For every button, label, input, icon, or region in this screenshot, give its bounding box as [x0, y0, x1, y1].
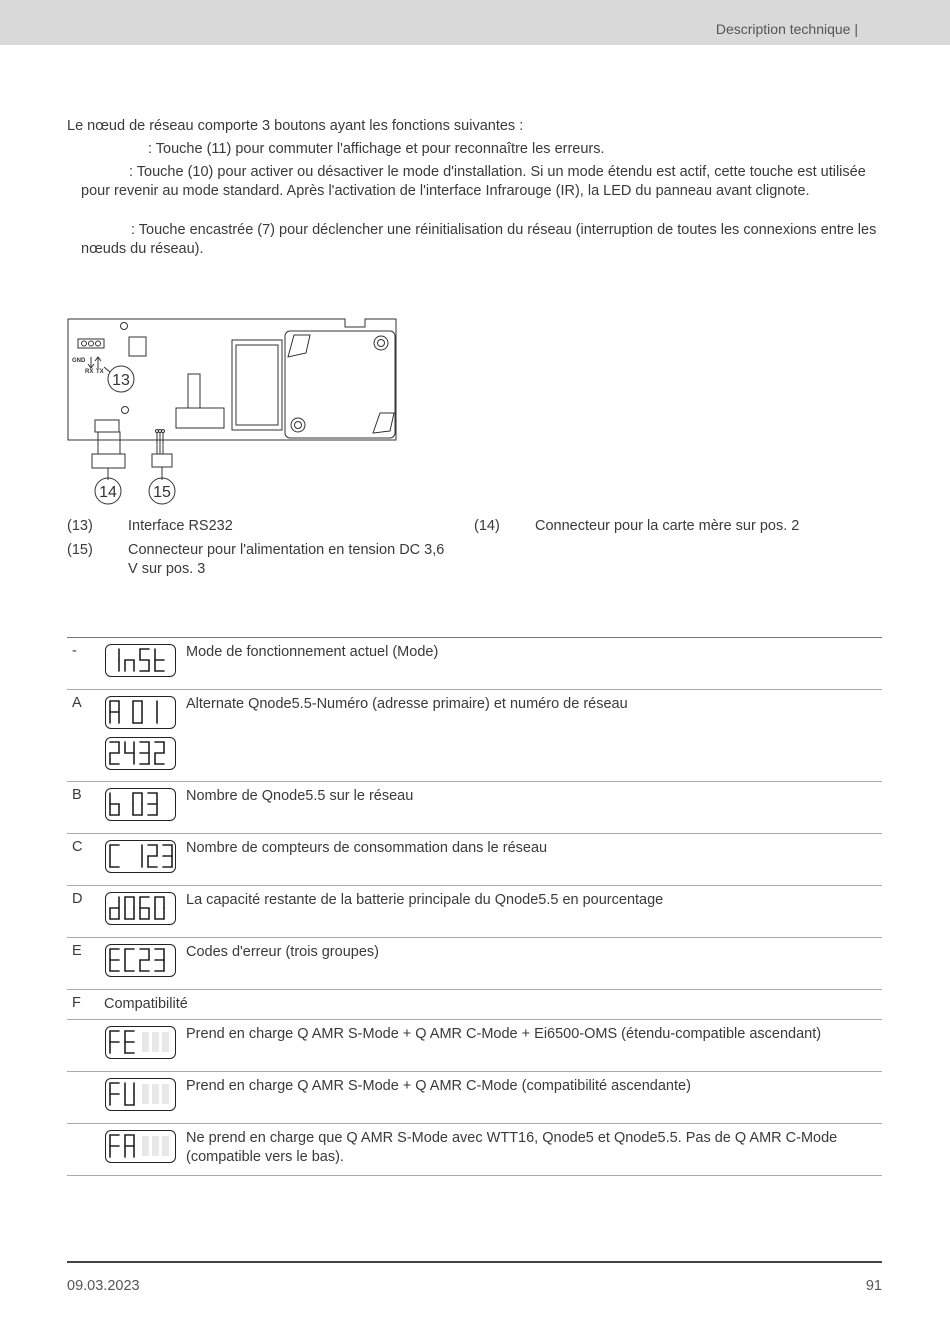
lcd-glyphs — [106, 893, 174, 923]
callout-14: 14 — [99, 484, 117, 501]
lcd-blank-cell — [152, 1136, 159, 1156]
table-row — [67, 1020, 882, 1072]
row-label: B — [72, 787, 82, 803]
row-text: Nombre de compteurs de consommation dans le réseau — [186, 840, 548, 856]
row-text: Compatibilité — [104, 996, 188, 1012]
lcd-glyphs — [106, 789, 174, 819]
lcd-glyphs — [106, 945, 174, 975]
lcd-display-secondary — [105, 737, 176, 770]
row-label: - — [72, 643, 77, 659]
lcd-display — [105, 1026, 176, 1059]
legend-text-13: Interface RS232 — [128, 518, 233, 534]
lcd-blank-cell — [152, 1032, 159, 1052]
footer-divider — [67, 1261, 882, 1263]
gnd-label: GND — [72, 358, 86, 364]
rx-label: RX — [85, 369, 94, 375]
lcd-glyphs — [106, 697, 174, 727]
lcd-display — [105, 892, 176, 925]
page-number: 91 — [865, 1278, 882, 1294]
legend-num-14: (14) — [474, 518, 500, 534]
callout-15: 15 — [153, 484, 171, 501]
lcd-glyphs — [106, 1027, 174, 1057]
lcd-display — [105, 788, 176, 821]
lcd-blank-cell — [152, 1084, 159, 1104]
button-2-desc: : Touche (10) pour activer ou désactiver le mode d'installation. Si un mode étendu est actif, cette touche est utilisée pour revenir au mode standard. Après l'activation de l'interface Infrarouge (IR), la LED du panneau avant clignote. — [81, 164, 866, 199]
row-text: Mode de fonctionnement actuel (Mode) — [186, 644, 439, 660]
table-row — [67, 834, 882, 886]
lcd-blank-cell — [142, 1084, 149, 1104]
display-modes-table — [67, 637, 882, 1176]
table-row — [67, 886, 882, 938]
lcd-glyphs — [106, 738, 174, 768]
row-text: Alternate Qnode5.5-Numéro (adresse primaire) et numéro de réseau — [186, 696, 628, 712]
footer-date: 09.03.2023 — [67, 1278, 140, 1294]
table-row — [67, 690, 882, 782]
table-row — [67, 1072, 882, 1124]
lcd-display — [105, 840, 176, 873]
lcd-glyphs — [106, 841, 174, 871]
legend-num-15: (15) — [67, 542, 93, 558]
section-title: Description technique | — [715, 21, 858, 37]
button-1-desc: : Touche (11) pour commuter l'affichage et pour reconnaître les erreurs. — [148, 141, 605, 157]
table-row — [67, 782, 882, 834]
table-row — [67, 1124, 882, 1176]
lcd-blank-cell — [142, 1136, 149, 1156]
lcd-display — [105, 944, 176, 977]
legend-num-13: (13) — [67, 518, 93, 534]
row-text: Ne prend en charge que Q AMR S-Mode avec WTT16, Qnode5 et Qnode5.5. Pas de Q AMR C-Mode (compatible vers le bas). — [186, 1130, 838, 1165]
row-label: E — [72, 943, 82, 959]
legend-text-15: Connecteur pour l'alimentation en tension DC 3,6 V sur pos. 3 — [128, 542, 445, 577]
legend-text-14: Connecteur pour la carte mère sur pos. 2 — [535, 518, 800, 534]
row-text: Prend en charge Q AMR S-Mode + Q AMR C-Mode (compatibilité ascendante) — [186, 1078, 691, 1094]
row-text: Codes d'erreur (trois groupes) — [186, 944, 379, 960]
intro-lead: Le nœud de réseau comporte 3 boutons ayant les fonctions suivantes : — [67, 118, 524, 134]
lcd-blank-cell — [142, 1032, 149, 1052]
lcd-blank-cell — [162, 1136, 169, 1156]
lcd-glyphs — [106, 1079, 174, 1109]
lcd-glyphs — [106, 1131, 174, 1161]
lcd-glyphs — [106, 645, 174, 675]
tx-label: TX — [96, 369, 104, 375]
lcd-blank-cell — [162, 1084, 169, 1104]
circuit-board-figure — [60, 305, 405, 510]
row-text: La capacité restante de la batterie principale du Qnode5.5 en pourcentage — [186, 892, 664, 908]
button-3-desc: : Touche encastrée (7) pour déclencher une réinitialisation du réseau (interruption de toutes les connexions entre les nœuds du réseau). — [81, 222, 877, 257]
row-label: A — [72, 695, 82, 711]
lcd-display — [105, 1078, 176, 1111]
lcd-display — [105, 696, 176, 729]
lcd-display — [105, 1130, 176, 1163]
table-row — [67, 638, 882, 690]
row-label: F — [72, 995, 81, 1011]
callout-13: 13 — [112, 372, 130, 389]
table-row — [67, 990, 882, 1020]
lcd-display — [105, 644, 176, 677]
row-text: Nombre de Qnode5.5 sur le réseau — [186, 788, 414, 804]
row-label: D — [72, 891, 83, 907]
lcd-blank-cell — [162, 1032, 169, 1052]
row-text: Prend en charge Q AMR S-Mode + Q AMR C-Mode + Ei6500-OMS (étendu-compatible ascendant) — [186, 1026, 822, 1042]
table-row — [67, 938, 882, 990]
row-label: C — [72, 839, 83, 855]
